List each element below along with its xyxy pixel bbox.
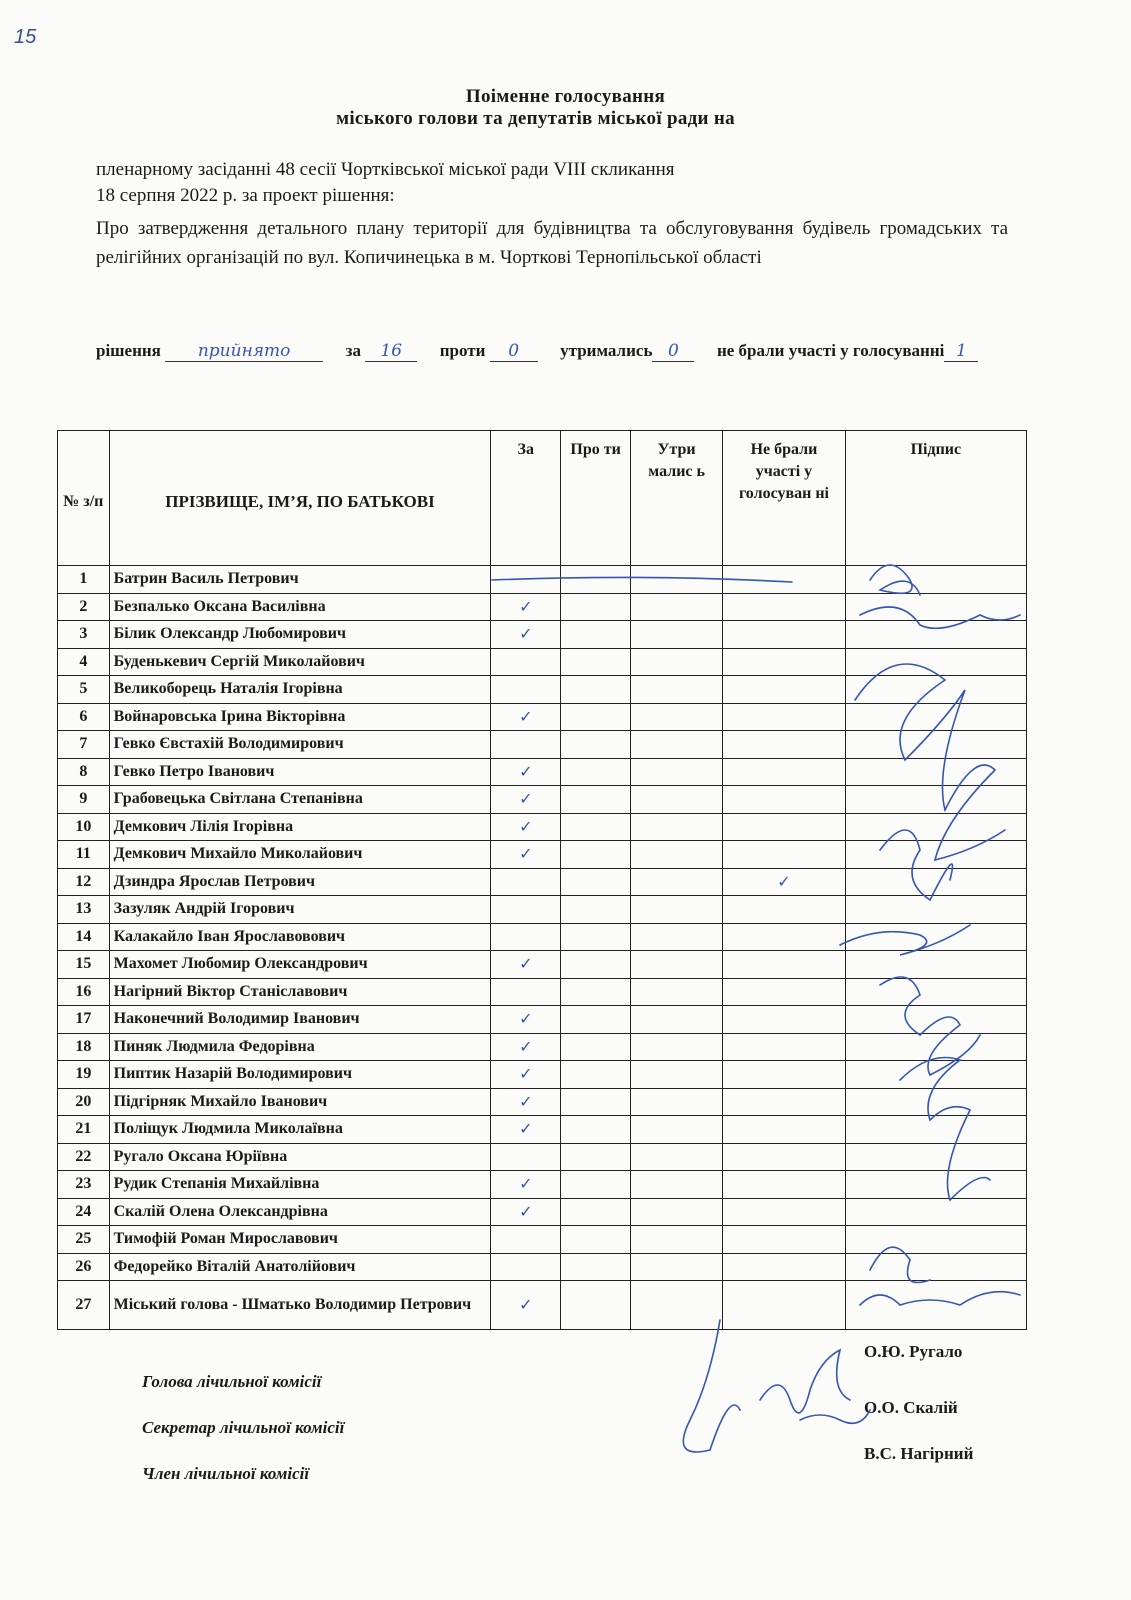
vote-cell-for [491, 731, 561, 759]
row-number: 18 [58, 1033, 110, 1061]
vote-cell-not-voted [723, 703, 846, 731]
signature-cell [845, 566, 1026, 594]
row-number: 22 [58, 1143, 110, 1171]
vote-cell-for [491, 1143, 561, 1171]
deputy-name: Гевко Євстахій Володимирович [109, 731, 491, 759]
vote-cell-abstained [631, 1253, 723, 1281]
vote-cell-not-voted [723, 896, 846, 924]
vote-cell-against [561, 813, 631, 841]
row-number: 27 [58, 1281, 110, 1330]
vote-cell-not-voted [723, 593, 846, 621]
signature-cell [845, 1253, 1026, 1281]
vote-cell-abstained [631, 676, 723, 704]
vote-cell-against [561, 1281, 631, 1330]
table-row [58, 1061, 1027, 1089]
vote-cell-against [561, 758, 631, 786]
signature-cell [845, 1143, 1026, 1171]
vote-cell-against [561, 676, 631, 704]
vote-cell-abstained [631, 758, 723, 786]
secretary-signature [760, 1350, 850, 1413]
vote-cell-not-voted [723, 1198, 846, 1226]
table-row [58, 813, 1027, 841]
vote-cell-abstained [631, 786, 723, 814]
table-row [58, 593, 1027, 621]
table-row [58, 923, 1027, 951]
signature-cell [845, 1198, 1026, 1226]
commission-member-name: В.С. Нагірний [864, 1444, 974, 1463]
commission-secretary-name: О.О. Скалій [864, 1398, 958, 1417]
vote-cell-for [491, 978, 561, 1006]
table-row [58, 978, 1027, 1006]
row-number: 25 [58, 1226, 110, 1254]
decision-value: прийнято [165, 341, 323, 362]
for-label: за [345, 341, 361, 360]
vote-cell-not-voted [723, 923, 846, 951]
vote-cell-against [561, 1198, 631, 1226]
row-number: 11 [58, 841, 110, 869]
vote-cell-abstained [631, 648, 723, 676]
row-number: 2 [58, 593, 110, 621]
signature-cell [845, 758, 1026, 786]
vote-cell-for: ✓ [491, 1006, 561, 1034]
row-number: 8 [58, 758, 110, 786]
vote-cell-against [561, 896, 631, 924]
deputy-name: Рудик Степанія Михайлівна [109, 1171, 491, 1199]
vote-cell-for [491, 896, 561, 924]
signature-cell [845, 978, 1026, 1006]
deputy-name: Зазуляк Андрій Ігорович [109, 896, 491, 924]
deputy-name: Скалій Олена Олександрівна [109, 1198, 491, 1226]
vote-cell-for [491, 868, 561, 896]
header-against: Про ти [561, 431, 631, 566]
vote-cell-not-voted [723, 731, 846, 759]
vote-cell-for: ✓ [491, 786, 561, 814]
table-row [58, 1006, 1027, 1034]
vote-cell-for: ✓ [491, 1061, 561, 1089]
vote-cell-against [561, 1226, 631, 1254]
vote-cell-not-voted: ✓ [723, 868, 846, 896]
table-row [58, 1171, 1027, 1199]
page-number: 15 [14, 26, 37, 48]
table-row [58, 1253, 1027, 1281]
table-row [58, 786, 1027, 814]
vote-cell-for: ✓ [491, 593, 561, 621]
vote-cell-not-voted [723, 1143, 846, 1171]
signature-cell [845, 951, 1026, 979]
deputy-name: Дзиндра Ярослав Петрович [109, 868, 491, 896]
row-number: 12 [58, 868, 110, 896]
chair-signature [683, 1320, 740, 1452]
vote-cell-against [561, 1006, 631, 1034]
signature-cell [845, 1171, 1026, 1199]
signature-cell [845, 1061, 1026, 1089]
row-number: 21 [58, 1116, 110, 1144]
vote-cell-abstained [631, 593, 723, 621]
vote-cell-abstained [631, 1033, 723, 1061]
deputy-name: Нагірний Віктор Станіславович [109, 978, 491, 1006]
vote-cell-against [561, 1088, 631, 1116]
table-row [58, 1198, 1027, 1226]
row-number: 15 [58, 951, 110, 979]
deputy-name: Пиняк Людмила Федорівна [109, 1033, 491, 1061]
signature-cell [845, 1033, 1026, 1061]
vote-cell-against [561, 1143, 631, 1171]
table-row [58, 621, 1027, 649]
vote-cell-abstained [631, 1171, 723, 1199]
vote-cell-abstained [631, 1143, 723, 1171]
commission-chair-name: О.Ю. Ругало [864, 1342, 963, 1361]
vote-cell-abstained [631, 1006, 723, 1034]
date-line: 18 серпня 2022 р. за проект рішення: [96, 185, 395, 206]
member-signature [800, 1410, 870, 1423]
vote-cell-not-voted [723, 1033, 846, 1061]
signature-cell [845, 841, 1026, 869]
row-number: 5 [58, 676, 110, 704]
abstained-label: утримались [560, 341, 653, 360]
vote-cell-against [561, 841, 631, 869]
table-row [58, 868, 1027, 896]
vote-cell-not-voted [723, 758, 846, 786]
deputy-name: Федорейко Віталій Анатолійович [109, 1253, 491, 1281]
vote-cell-against [561, 593, 631, 621]
vote-cell-against [561, 648, 631, 676]
header-number: № з/п [58, 431, 110, 566]
vote-cell-abstained [631, 978, 723, 1006]
deputy-name: Батрин Василь Петрович [109, 566, 491, 594]
vote-cell-abstained [631, 1116, 723, 1144]
vote-cell-not-voted [723, 621, 846, 649]
vote-cell-for [491, 648, 561, 676]
deputy-name: Демкович Лілія Ігорівна [109, 813, 491, 841]
vote-cell-against [561, 1171, 631, 1199]
vote-cell-not-voted [723, 1171, 846, 1199]
deputy-name: Наконечний Володимир Іванович [109, 1006, 491, 1034]
vote-cell-not-voted [723, 1006, 846, 1034]
voting-result [96, 338, 1014, 364]
table-row [58, 703, 1027, 731]
header-abstained: Утри малис ь [631, 431, 723, 566]
vote-cell-for: ✓ [491, 758, 561, 786]
vote-cell-for: ✓ [491, 1171, 561, 1199]
commission-chair-label: Голова лічильної комісії [142, 1372, 322, 1391]
vote-cell-for: ✓ [491, 1033, 561, 1061]
vote-cell-for: ✓ [491, 1116, 561, 1144]
vote-cell-for: ✓ [491, 1088, 561, 1116]
signature-cell [845, 868, 1026, 896]
deputy-name: Ругало Оксана Юріївна [109, 1143, 491, 1171]
vote-cell-for: ✓ [491, 951, 561, 979]
document-subtitle: міського голови та депутатів міської ради на [336, 108, 735, 129]
table-row [58, 951, 1027, 979]
decision-label: рішення [96, 341, 161, 360]
signature-cell [845, 703, 1026, 731]
header-not-voted: Не брали участі у голосуван ні [723, 431, 846, 566]
vote-cell-abstained [631, 621, 723, 649]
vote-cell-abstained [631, 1281, 723, 1330]
deputy-name: Калакайло Іван Ярославовович [109, 923, 491, 951]
deputy-name: Поліщук Людмила Миколаївна [109, 1116, 491, 1144]
vote-cell-abstained [631, 731, 723, 759]
vote-cell-for [491, 566, 561, 594]
deputy-name: Білик Олександр Любомирович [109, 621, 491, 649]
vote-cell-abstained [631, 1226, 723, 1254]
vote-cell-against [561, 923, 631, 951]
signature-cell [845, 676, 1026, 704]
vote-cell-against [561, 868, 631, 896]
signature-cell [845, 923, 1026, 951]
vote-cell-not-voted [723, 841, 846, 869]
row-number: 3 [58, 621, 110, 649]
signature-cell [845, 896, 1026, 924]
vote-cell-abstained [631, 1198, 723, 1226]
vote-cell-for [491, 1226, 561, 1254]
vote-cell-for [491, 676, 561, 704]
signature-cell [845, 648, 1026, 676]
row-number: 9 [58, 786, 110, 814]
vote-cell-not-voted [723, 1253, 846, 1281]
deputy-name: Безпалько Оксана Василівна [109, 593, 491, 621]
vote-cell-against [561, 1061, 631, 1089]
vote-cell-abstained [631, 896, 723, 924]
row-number: 26 [58, 1253, 110, 1281]
not-voted-label: не брали участі у голосуванні [716, 341, 945, 360]
table-row [58, 896, 1027, 924]
signature-cell [845, 731, 1026, 759]
table-row [58, 1033, 1027, 1061]
signature-cell [845, 813, 1026, 841]
row-number: 23 [58, 1171, 110, 1199]
vote-cell-against [561, 566, 631, 594]
table-row [58, 1281, 1027, 1330]
document-title: Поіменне голосування [465, 86, 666, 107]
vote-cell-not-voted [723, 1226, 846, 1254]
against-count: 0 [490, 341, 538, 362]
abstained-count: 0 [652, 341, 694, 362]
vote-cell-for [491, 1253, 561, 1281]
vote-cell-abstained [631, 868, 723, 896]
signature-cell [845, 1281, 1026, 1330]
vote-cell-abstained [631, 703, 723, 731]
vote-cell-for: ✓ [491, 703, 561, 731]
table-row [58, 1143, 1027, 1171]
row-number: 16 [58, 978, 110, 1006]
vote-cell-not-voted [723, 978, 846, 1006]
signature-cell [845, 1006, 1026, 1034]
vote-cell-not-voted [723, 566, 846, 594]
deputy-name: Тимофій Роман Мирославович [109, 1226, 491, 1254]
signature-cell [845, 621, 1026, 649]
deputy-name: Буденькевич Сергій Миколайович [109, 648, 491, 676]
vote-cell-not-voted [723, 786, 846, 814]
row-number: 7 [58, 731, 110, 759]
vote-cell-not-voted [723, 813, 846, 841]
signature-cell [845, 1088, 1026, 1116]
signature-cell [845, 593, 1026, 621]
not-voted-count: 1 [944, 341, 978, 362]
vote-cell-against [561, 978, 631, 1006]
signature-cell [845, 1116, 1026, 1144]
vote-cell-abstained [631, 813, 723, 841]
table-row [58, 1226, 1027, 1254]
vote-cell-not-voted [723, 648, 846, 676]
session-line: пленарному засіданні 48 сесії Чортківської міської ради VIII скликання [96, 159, 675, 180]
signature-cell [845, 786, 1026, 814]
deputy-name: Великоборець Наталія Ігорівна [109, 676, 491, 704]
row-number: 10 [58, 813, 110, 841]
row-number: 20 [58, 1088, 110, 1116]
vote-cell-for: ✓ [491, 621, 561, 649]
deputy-name: Пиптик Назарій Володимирович [109, 1061, 491, 1089]
vote-cell-against [561, 1116, 631, 1144]
table-row [58, 676, 1027, 704]
table-row [58, 758, 1027, 786]
row-number: 17 [58, 1006, 110, 1034]
vote-cell-abstained [631, 1088, 723, 1116]
table-row [58, 1088, 1027, 1116]
vote-cell-not-voted [723, 1281, 846, 1330]
vote-cell-not-voted [723, 676, 846, 704]
draft-decision-subject: Про затвердження детального плану території для будівництва та обслуговування будівель громадських та релігійних організацій по вул. Копичинецька в м. Чорткові Тернопільської області [96, 218, 1008, 268]
vote-cell-for: ✓ [491, 813, 561, 841]
row-number: 24 [58, 1198, 110, 1226]
vote-cell-against [561, 703, 631, 731]
commission-member-label: Член лічильної комісії [142, 1464, 310, 1483]
vote-cell-against [561, 951, 631, 979]
vote-cell-against [561, 786, 631, 814]
header-signature: Підпис [845, 431, 1026, 566]
deputy-name: Демкович Михайло Миколайович [109, 841, 491, 869]
row-number: 6 [58, 703, 110, 731]
signature-cell [845, 1226, 1026, 1254]
vote-cell-for [491, 923, 561, 951]
row-number: 1 [58, 566, 110, 594]
table-row [58, 648, 1027, 676]
roll-call-table [57, 430, 1027, 1330]
vote-cell-abstained [631, 841, 723, 869]
deputy-name: Войнаровська Ірина Вікторівна [109, 703, 491, 731]
vote-cell-for: ✓ [491, 1198, 561, 1226]
for-count: 16 [365, 341, 417, 362]
deputy-name: Підгірняк Михайло Іванович [109, 1088, 491, 1116]
vote-cell-against [561, 731, 631, 759]
row-number: 19 [58, 1061, 110, 1089]
deputy-name: Грабовецька Світлана Степанівна [109, 786, 491, 814]
vote-cell-abstained [631, 1061, 723, 1089]
row-number: 13 [58, 896, 110, 924]
table-row [58, 566, 1027, 594]
vote-cell-against [561, 621, 631, 649]
vote-cell-abstained [631, 951, 723, 979]
vote-cell-not-voted [723, 951, 846, 979]
vote-cell-not-voted [723, 1116, 846, 1144]
header-for: За [491, 431, 561, 566]
deputy-name: Міський голова - Шматько Володимир Петрович [109, 1281, 491, 1330]
table-row [58, 841, 1027, 869]
deputy-name: Махомет Любомир Олександрович [109, 951, 491, 979]
deputy-name: Гевко Петро Іванович [109, 758, 491, 786]
vote-cell-for: ✓ [491, 841, 561, 869]
vote-cell-abstained [631, 923, 723, 951]
vote-cell-not-voted [723, 1088, 846, 1116]
table-row [58, 1116, 1027, 1144]
vote-cell-against [561, 1253, 631, 1281]
vote-cell-against [561, 1033, 631, 1061]
header-name: ПРІЗВИЩЕ, ІМ’Я, ПО БАТЬКОВІ [109, 431, 491, 566]
against-label: проти [439, 341, 486, 360]
row-number: 4 [58, 648, 110, 676]
commission-secretary-label: Секретар лічильної комісії [142, 1418, 345, 1437]
row-number: 14 [58, 923, 110, 951]
vote-cell-abstained [631, 566, 723, 594]
vote-cell-not-voted [723, 1061, 846, 1089]
table-row [58, 731, 1027, 759]
table-header-row [58, 431, 1027, 566]
vote-cell-for: ✓ [491, 1281, 561, 1330]
